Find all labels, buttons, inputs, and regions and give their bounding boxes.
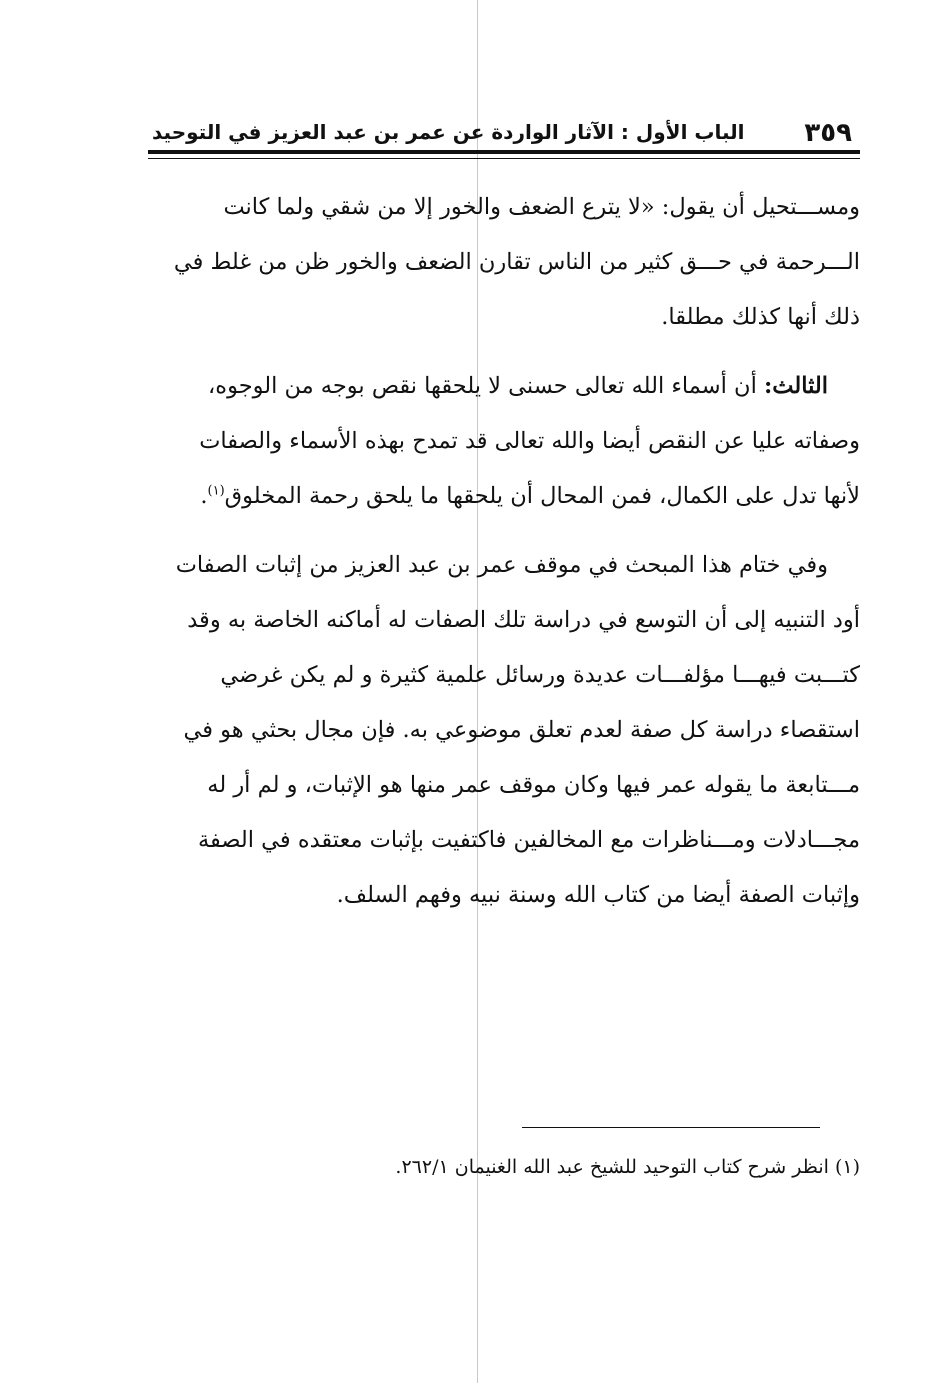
text-line: استقصاء دراسة كل صفة لعدم تعلق موضوعي به. فإن مجال بحثي هو في — [183, 717, 860, 743]
footnote-separator — [522, 1127, 820, 1128]
header-rule-thin — [148, 158, 860, 159]
footnote-reference[interactable]: (١) — [207, 483, 225, 499]
paragraph-1 — [148, 180, 860, 345]
text-line: أود التنبيه إلى أن التوسع في دراسة تلك الصفات له أماكنه الخاصة به وقد — [187, 607, 860, 633]
text-line: وإثبات الصفة أيضا من كتاب الله وسنة نبيه وفهم السلف. — [336, 882, 860, 908]
paragraph-2 — [148, 359, 860, 524]
chapter-title: الباب الأول : الآثار الواردة عن عمر بن عبد العزيز في التوحيد — [152, 120, 745, 144]
text-line: وصفاته عليا عن النقص أيضا والله تعالى قد تمدح بهذه الأسماء والصفات — [199, 428, 860, 454]
text-line: الـــرحمة في حـــق كثير من الناس تقارن الضعف والخور ظن من غلط في — [173, 249, 860, 275]
text-line — [148, 359, 860, 414]
text-line: مجـــادلات ومـــناظرات مع المخالفين فاكتفيت بإثبات معتقده في الصفة — [197, 827, 860, 853]
paragraph-lead-word: الثالث: — [763, 373, 828, 399]
text-fragment: لأنها تدل على الكمال، فمن المحال أن يلحقها ما يلحق رحمة المخلوق — [224, 483, 860, 509]
footnote-text: انظر شرح كتاب التوحيد للشيخ عبد الله الغنيمان ٢٦٢/١. — [395, 1156, 829, 1178]
text-fragment: . — [200, 483, 208, 509]
header-rule-thick — [148, 150, 860, 154]
text-line: مـــتابعة ما يقوله عمر فيها وكان موقف عمر منها هو الإثبات، و لم أر له — [207, 772, 860, 798]
footnote — [148, 1150, 860, 1184]
running-header — [148, 112, 860, 148]
paragraph-3 — [148, 538, 860, 923]
text-line: كتـــبت فيهـــا مؤلفـــات عديدة ورسائل علمية كثيرة و لم يكن غرضي — [220, 662, 860, 688]
text-line: ذلك أنها كذلك مطلقا. — [661, 304, 860, 330]
text-fragment: أن أسماء الله تعالى حسنى لا يلحقها نقص بوجه من الوجوه، — [208, 373, 757, 399]
text-line: وفي ختام هذا المبحث في موقف عمر بن عبد العزيز من إثبات الصفات — [175, 552, 828, 578]
body-text — [148, 180, 860, 937]
text-line: ومســـتحيل أن يقول: «لا يترع الضعف والخور إلا من شقي ولما كانت — [223, 194, 860, 220]
text-line — [148, 469, 860, 524]
footnote-marker: (١) — [834, 1156, 860, 1178]
page-number: ٣٥٩ — [804, 118, 852, 148]
